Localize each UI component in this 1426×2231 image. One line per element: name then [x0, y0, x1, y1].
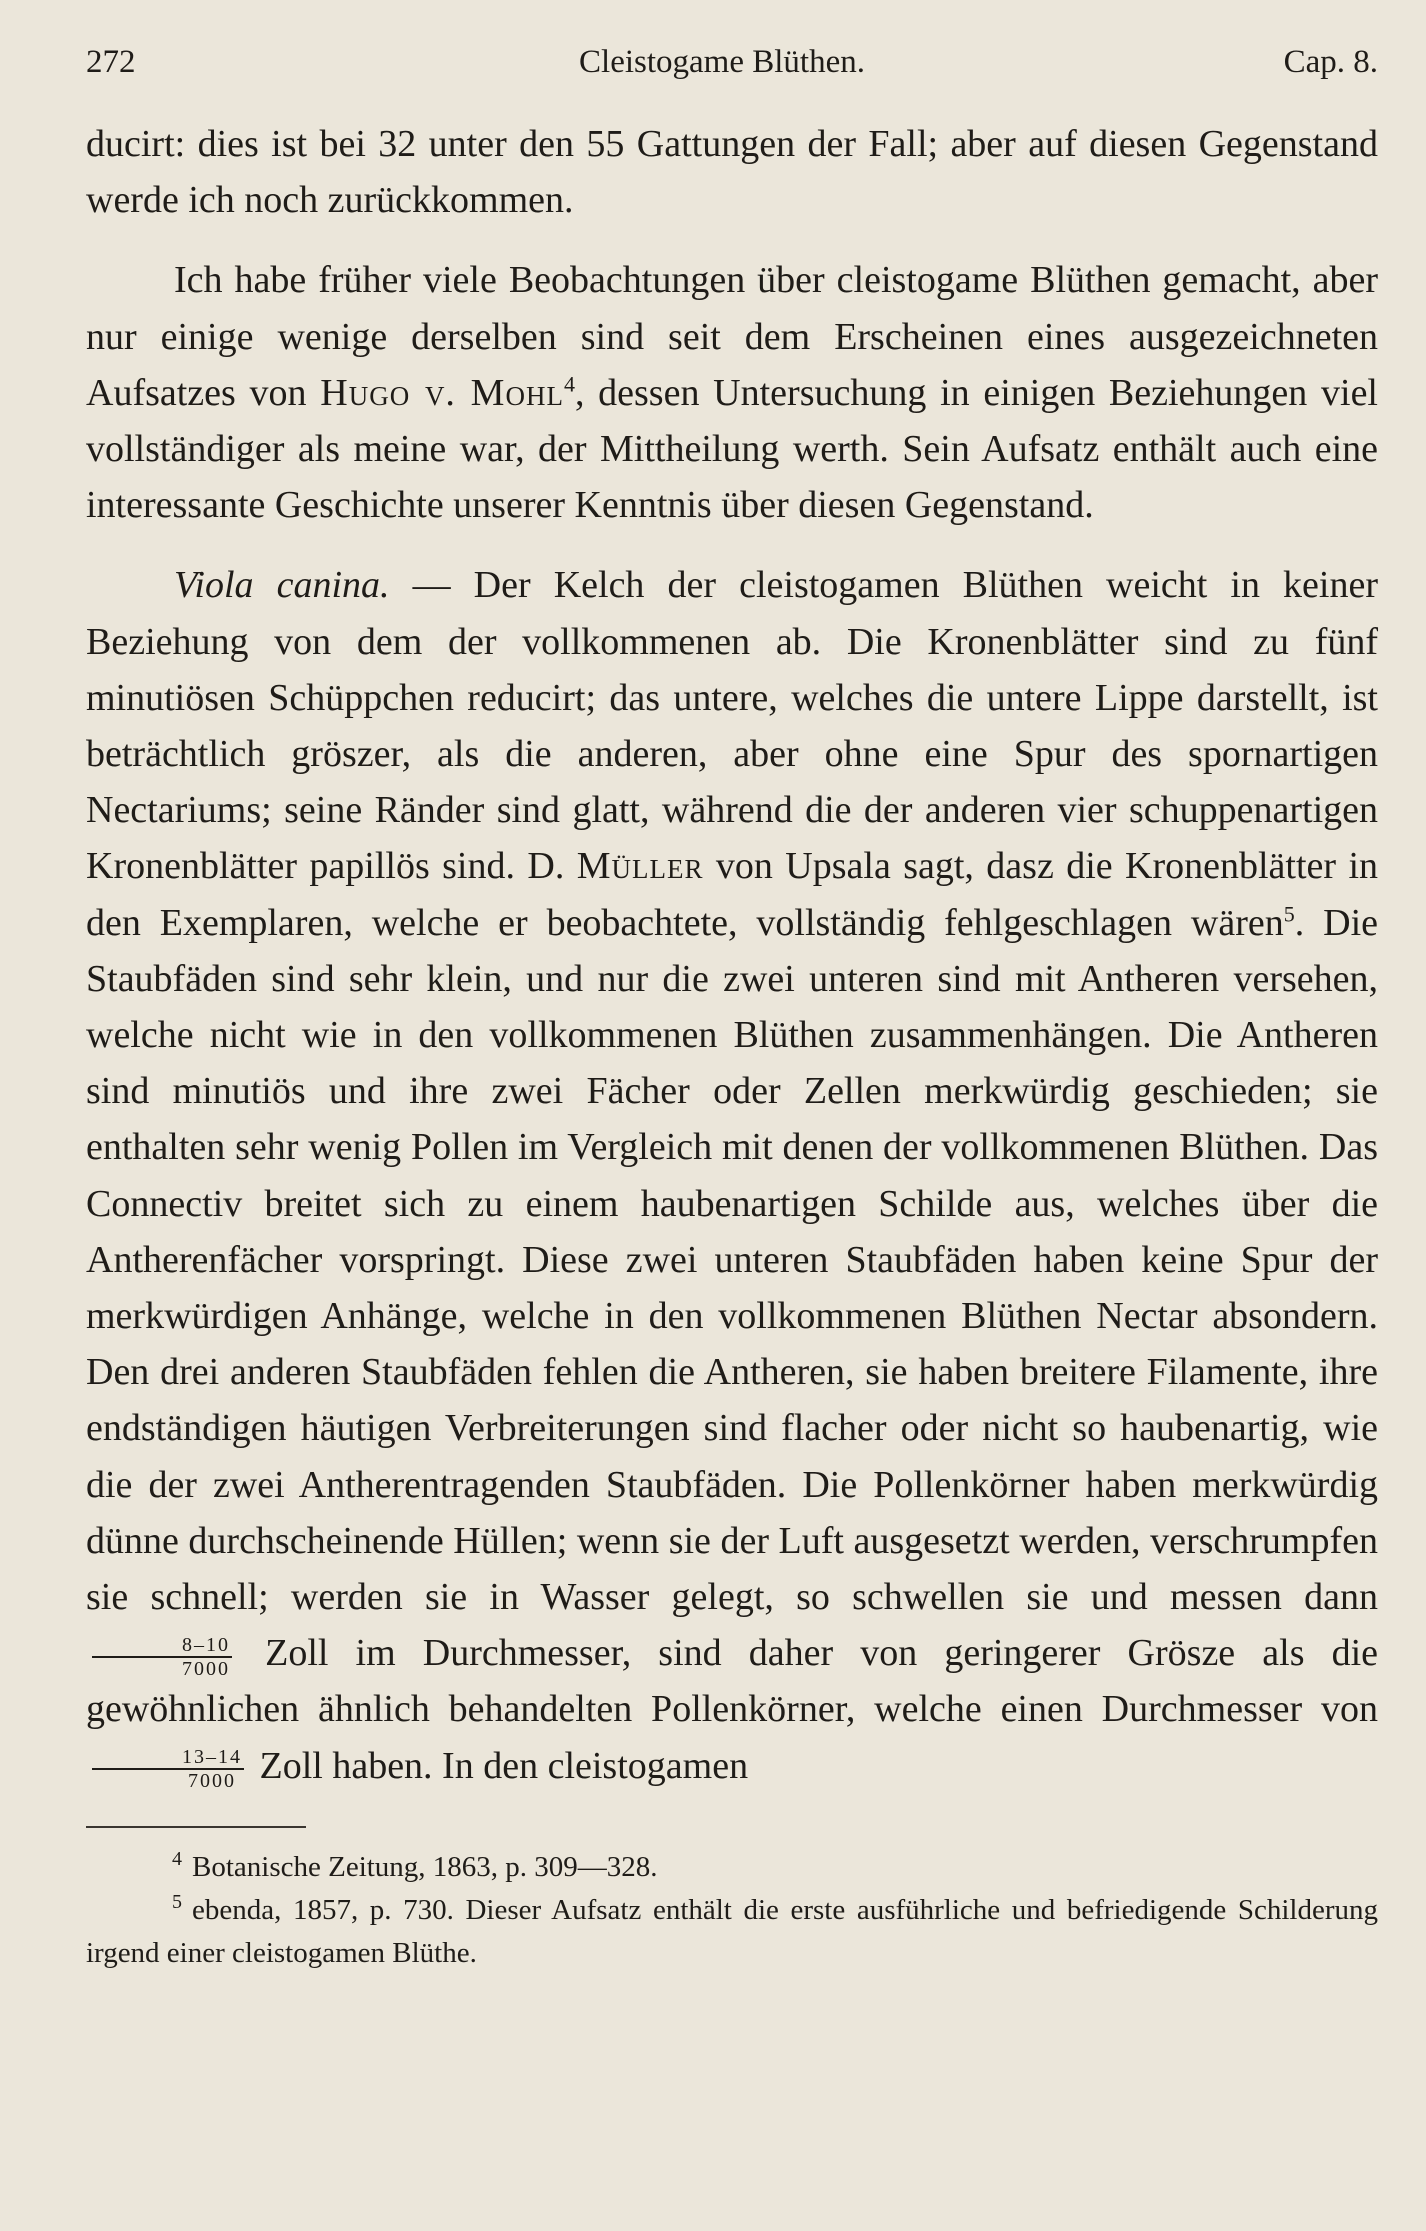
paragraph-3-text-a: — Der Kelch der cleistogamen Blüthen weicht in keiner Beziehung von dem der vollkommenen ab. Die Kronenblätter sind zu fünf minutiösen Schüppchen reducirt; das untere, welches die untere Lippe darstellt, ist beträchtlich gröszer, als die anderen, aber ohne eine Spur des spornartigen Nectariums; seine Ränder sind glatt, während die der anderen vier schuppenartigen Kronenblätter papillös sind. D. — [86, 564, 1378, 888]
paragraph-3-text-b: von Upsala sagt, dasz die Kronenblätter in den Exemplaren, welche er beobachtete, vollständig fehlgeschlagen wären — [86, 845, 1379, 944]
paragraph-2-text-b: , dessen Untersuchung in einigen Beziehungen viel vollständiger als meine war, der Mittheilung werth. Sein Aufsatz enthält auch eine interessante Geschichte unserer Kenntnis über diesen Gegenstand. — [86, 371, 1378, 527]
paragraph-3 — [86, 557, 1378, 1793]
fraction-2-denominator: 7000 — [188, 1769, 236, 1792]
book-page — [86, 44, 1378, 1975]
footnotes — [86, 1846, 1378, 1975]
paragraph-3-text-e: Zoll haben. In den cleistogamen — [259, 1744, 749, 1787]
footnote-ref-5[interactable]: 5 — [1283, 900, 1295, 926]
fraction-pollen-swollen — [92, 1634, 232, 1680]
main-text — [86, 116, 1378, 1794]
paragraph-1: ducirt: dies ist bei 32 unter den 55 Gattungen der Fall; aber auf diesen Gegenstand werde ich noch zurückkommen. — [86, 123, 1378, 222]
running-title: Cleistogame Blüthen. — [579, 44, 865, 80]
running-header — [86, 44, 1378, 94]
species-name: Viola canina. — [174, 564, 390, 607]
footnote-4 — [86, 1846, 1378, 1889]
fraction-1-numerator: 8–10 — [92, 1634, 232, 1658]
footnote-ref-4[interactable]: 4 — [563, 371, 575, 397]
paragraph-3-text-c: . Die Staubfäden sind sehr klein, und nur die zwei unteren sind mit Antheren versehen, welche nicht wie in den vollkommenen Blüthen zusammenhängen. Die Antheren sind minutiös und ihre zwei Fächer oder Zellen merkwürdig geschieden; sie enthalten sehr wenig Pollen im Vergleich mit denen der vollkommenen Blüthen. Das Connectiv breitet sich zu einem haubenartigen Schilde aus, welches über die Antherenfächer vorspringt. Diese zwei unteren Staubfäden haben keine Spur der merkwürdigen Anhänge, welche in den vollkommenen Blüthen Nectar absondern. Den drei anderen Staubfäden fehlen die Antheren, sie haben breitere Filamente, ihre endständigen häutigen Verbreiterungen sind flacher oder nicht so haubenartig, wie die der zwei Antherentragenden Staubfäden. Die Pollenkörner haben merkwürdig dünne durchscheinende Hüllen; wenn sie der Luft ausgesetzt werden, verschrumpfen sie schnell; werden sie in Wasser gelegt, so schwellen sie und messen dann — [86, 901, 1378, 1619]
footnote-5-mark: 5 — [172, 1891, 182, 1914]
author-name-mohl: Hugo v. Mohl — [320, 371, 564, 414]
fraction-2-numerator: 13–14 — [92, 1746, 244, 1770]
footnote-5-text: ebenda, 1857, p. 730. Dieser Aufsatz enthält die erste ausführliche und befriedigende Schilderung irgend einer cleistogamen Blüthe. — [86, 1893, 1378, 1969]
fraction-1-denominator: 7000 — [182, 1657, 230, 1680]
paragraph-3-text-d: Zoll im Durchmesser, sind daher von geringerer Grösze als die gewöhnlichen ähnlich behandelten Pollenkörner, welche einen Durchmesser von — [86, 1632, 1379, 1731]
footnote-5 — [86, 1889, 1378, 1975]
paragraph-2 — [86, 252, 1378, 533]
footnote-4-mark: 4 — [172, 1848, 182, 1871]
page-number: 272 — [86, 44, 136, 80]
paragraph-2-text-a: Ich habe früher viele Beobachtungen über cleistogame Blüthen gemacht, aber nur einige wenige derselben sind seit dem Erscheinen eines ausgezeichneten Aufsatzes von — [86, 259, 1378, 414]
footnote-4-text: Botanische Zeitung, 1863, p. 309—328. — [192, 1850, 658, 1883]
footnote-divider — [86, 1826, 306, 1828]
fraction-pollen-normal — [92, 1746, 244, 1792]
author-name-mueller: Müller — [576, 845, 704, 888]
chapter-label: Cap. 8. — [1283, 44, 1378, 80]
